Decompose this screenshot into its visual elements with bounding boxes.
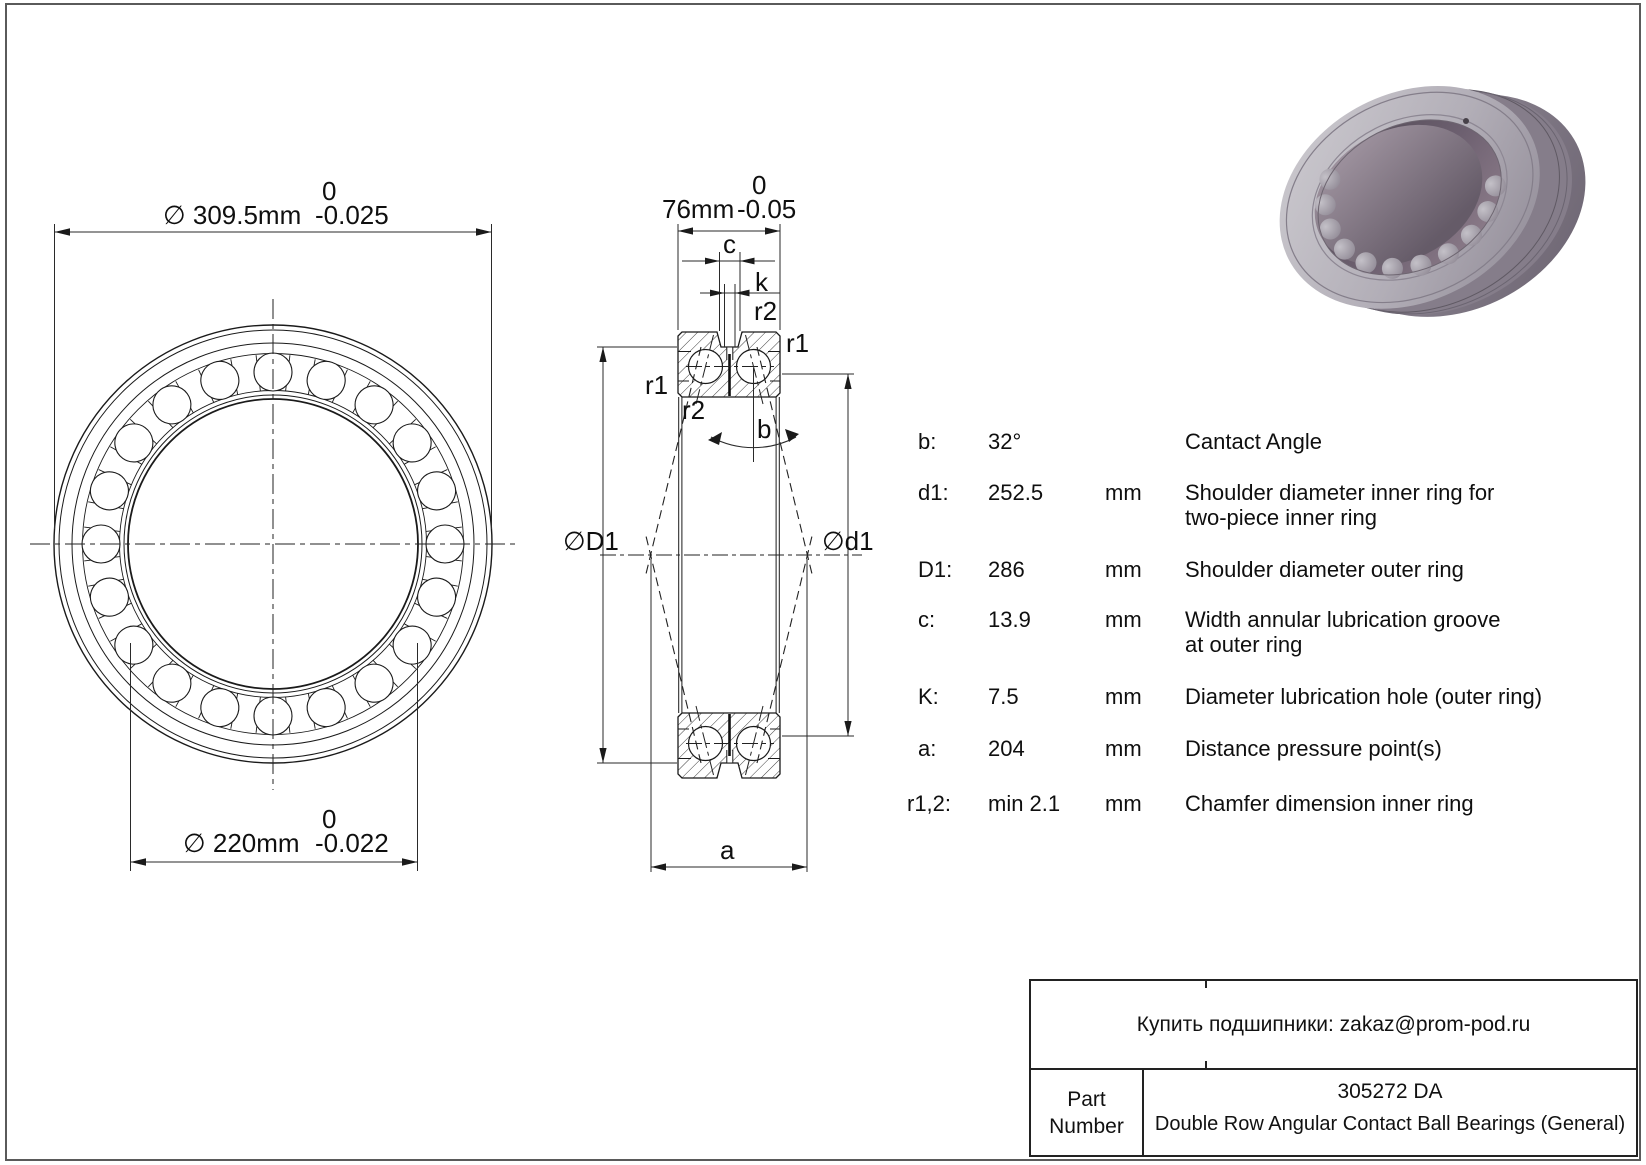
spec-label: b: bbox=[918, 429, 937, 454]
spec-label: c: bbox=[918, 607, 936, 632]
spec-label: a: bbox=[918, 736, 937, 761]
front-view bbox=[30, 299, 516, 790]
front-view-dim-text bbox=[163, 176, 389, 858]
spec-value: 204 bbox=[988, 736, 1025, 761]
inner-ring-split bbox=[728, 354, 731, 756]
label-c: c bbox=[723, 229, 736, 259]
label-r1-right: r1 bbox=[786, 328, 810, 358]
spec-unit: mm bbox=[1105, 557, 1142, 582]
spec-label: K: bbox=[918, 684, 939, 709]
spec-label: D1: bbox=[918, 557, 953, 582]
spec-desc: Diameter lubrication hole (outer ring) bbox=[1185, 684, 1543, 709]
spec-desc: Shoulder diameter inner ring for two-piece inner ring bbox=[1185, 480, 1495, 530]
spec-value: 32° bbox=[988, 429, 1022, 454]
lubrication-hole-dot bbox=[1463, 118, 1469, 124]
spec-desc: Cantact Angle bbox=[1185, 429, 1322, 454]
label-D1: ∅D1 bbox=[563, 526, 619, 556]
spec-desc: Shoulder diameter outer ring bbox=[1185, 557, 1464, 582]
label-r2-top: r2 bbox=[754, 296, 778, 326]
part-label-line2: Number bbox=[1049, 1114, 1124, 1138]
part-number-cell bbox=[1144, 1070, 1636, 1155]
dim-outer-diameter: ∅ 309.5mm bbox=[163, 200, 302, 230]
spec-value: min 2.1 bbox=[988, 791, 1061, 816]
spec-desc: Width annular lubrication groove at outer ring bbox=[1185, 607, 1501, 657]
section-dimensions bbox=[597, 224, 854, 872]
spec-unit: mm bbox=[1105, 607, 1142, 632]
label-k: k bbox=[755, 267, 768, 297]
dim-bore-tol-upper: 0 bbox=[322, 804, 337, 834]
part-description: Double Row Angular Contact Ball Bearings (General) bbox=[1154, 1113, 1626, 1135]
label-r2-left: r2 bbox=[682, 395, 706, 425]
spec-unit: mm bbox=[1105, 480, 1142, 505]
spec-unit: mm bbox=[1105, 791, 1142, 816]
dim-width-tol-lower: -0.05 bbox=[737, 194, 797, 224]
dim-bore-diameter: ∅ 220mm bbox=[183, 828, 300, 858]
label-d1: ∅d1 bbox=[822, 526, 874, 556]
spec-label: d1: bbox=[918, 480, 949, 505]
spec-desc: Distance pressure point(s) bbox=[1185, 736, 1442, 761]
title-block bbox=[1029, 979, 1638, 1157]
spec-value: 13.9 bbox=[988, 607, 1031, 632]
spec-label: r1,2: bbox=[907, 791, 952, 816]
spec-unit: mm bbox=[1105, 736, 1142, 761]
spec-value: 252.5 bbox=[988, 480, 1044, 505]
dim-outer-tol-lower: -0.025 bbox=[315, 200, 389, 230]
tick-mark bbox=[1205, 1061, 1207, 1068]
dim-outer-tol-upper: 0 bbox=[322, 176, 337, 206]
dim-bore-tol-lower: -0.022 bbox=[315, 828, 389, 858]
tick-mark bbox=[1205, 981, 1207, 988]
bearing-3d-render bbox=[1241, 26, 1623, 377]
spec-unit: mm bbox=[1105, 684, 1142, 709]
part-number: 305272 DA bbox=[1337, 1080, 1443, 1103]
label-b: b bbox=[757, 414, 772, 444]
spec-value: 7.5 bbox=[988, 684, 1019, 709]
dim-width: 76mm bbox=[662, 194, 735, 224]
spec-value: 286 bbox=[988, 557, 1025, 582]
dim-width-tol-upper: 0 bbox=[752, 170, 767, 200]
part-number-label-cell bbox=[1031, 1070, 1144, 1155]
spec-desc: Chamfer dimension inner ring bbox=[1185, 791, 1474, 816]
part-label-line1: Part bbox=[1067, 1087, 1106, 1111]
label-r1-left: r1 bbox=[645, 370, 669, 400]
seller-banner: Купить подшипники: zakaz@prom-pod.ru bbox=[1031, 981, 1636, 1070]
label-a: a bbox=[720, 835, 735, 865]
